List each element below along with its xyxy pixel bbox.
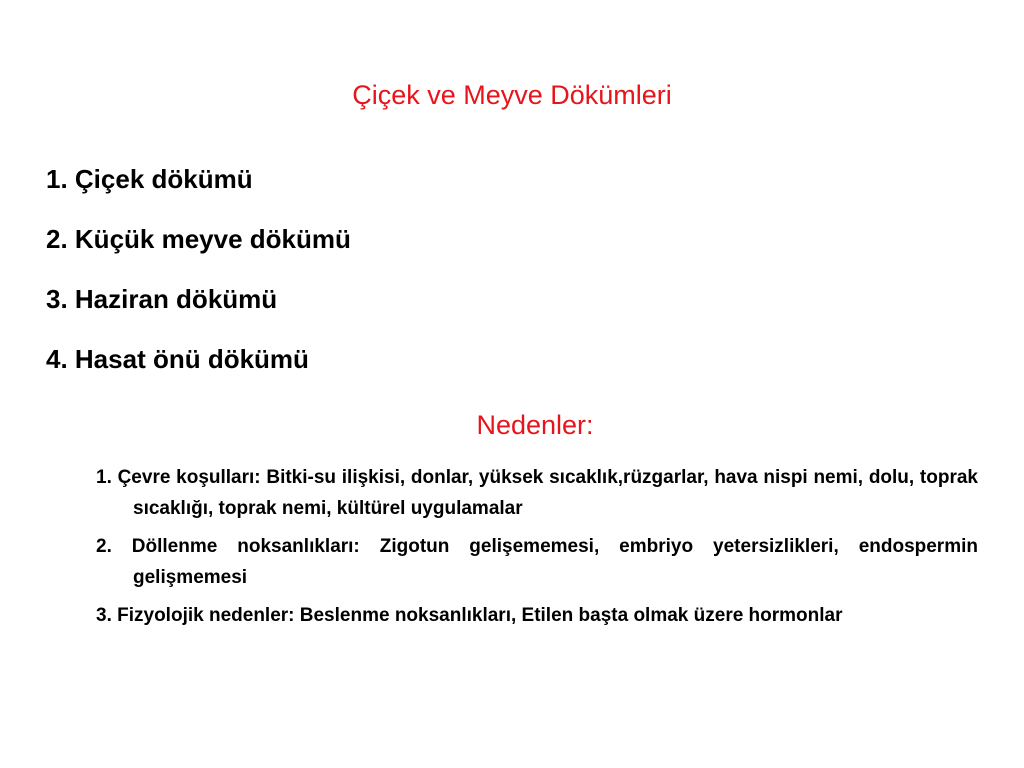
reasons-list <box>96 462 978 638</box>
drop-types-list <box>46 160 351 400</box>
reason-item: 2. Döllenme noksanlıkları: Zigotun gelişememesi, embriyo yetersizlikleri, endospermin gelişmemesi <box>96 536 978 588</box>
drop-type-item: 4. Hasat önü dökümü <box>46 344 309 374</box>
reasons-heading: Nedenler: <box>476 410 594 440</box>
drop-type-item: 3. Haziran dökümü <box>46 284 278 314</box>
reason-item: 3. Fizyolojik nedenler: Beslenme noksanlıkları, Etilen başta olmak üzere hormonlar <box>96 605 843 626</box>
drop-type-item: 2. Küçük meyve dökümü <box>46 224 351 254</box>
slide-title: Çiçek ve Meyve Dökümleri <box>352 80 672 110</box>
reason-item: 1. Çevre koşulları: Bitki-su ilişkisi, donlar, yüksek sıcaklık,rüzgarlar, hava nispi nemi, dolu, toprak sıcaklığı, toprak nemi, kültürel uygulamalar <box>96 467 978 519</box>
drop-type-item: 1. Çiçek dökümü <box>46 164 253 194</box>
